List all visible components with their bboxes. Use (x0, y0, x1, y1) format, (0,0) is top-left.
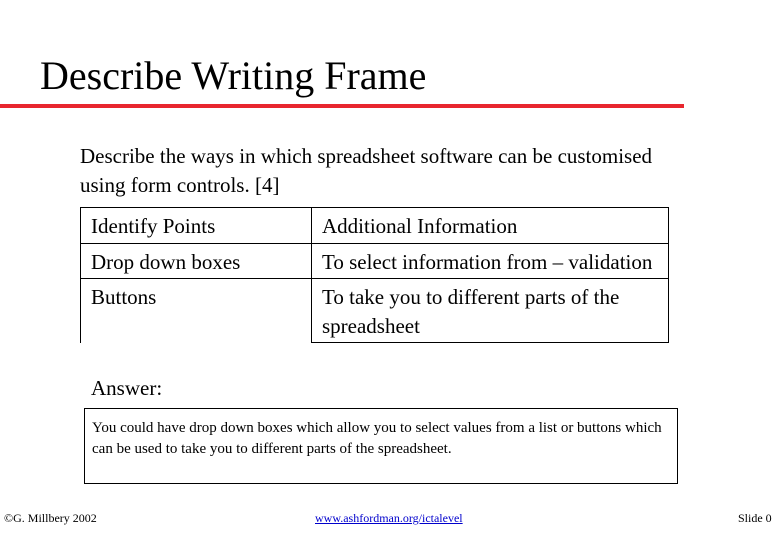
header-additional-information: Additional Information (312, 208, 669, 244)
points-table (80, 207, 669, 343)
title-underline (0, 104, 684, 108)
footer-website-link[interactable]: www.ashfordman.org/ictalevel (315, 511, 463, 525)
point-cell: Drop down boxes (81, 244, 312, 279)
info-cell: To take you to different parts of the spreadsheet (312, 279, 669, 343)
table-header-row (81, 208, 669, 244)
footer-copyright: ©G. Millbery 2002 (4, 511, 97, 525)
answer-text: You could have drop down boxes which allow you to select values from a list or buttons which can be used to take you to different parts of the spreadsheet. (92, 420, 662, 457)
answer-label: Answer: (91, 376, 163, 400)
question-text: Describe the ways in which spreadsheet software can be customised using form controls. [4] (80, 144, 653, 197)
header-identify-points: Identify Points (81, 208, 312, 244)
answer-box (84, 408, 678, 484)
table-row (81, 279, 669, 343)
table-row (81, 244, 669, 279)
slide-number: Slide 0 (738, 511, 772, 525)
info-cell: To select information from – validation (312, 244, 669, 279)
point-cell: Buttons (81, 279, 312, 343)
slide-title: Describe Writing Frame (40, 53, 427, 98)
